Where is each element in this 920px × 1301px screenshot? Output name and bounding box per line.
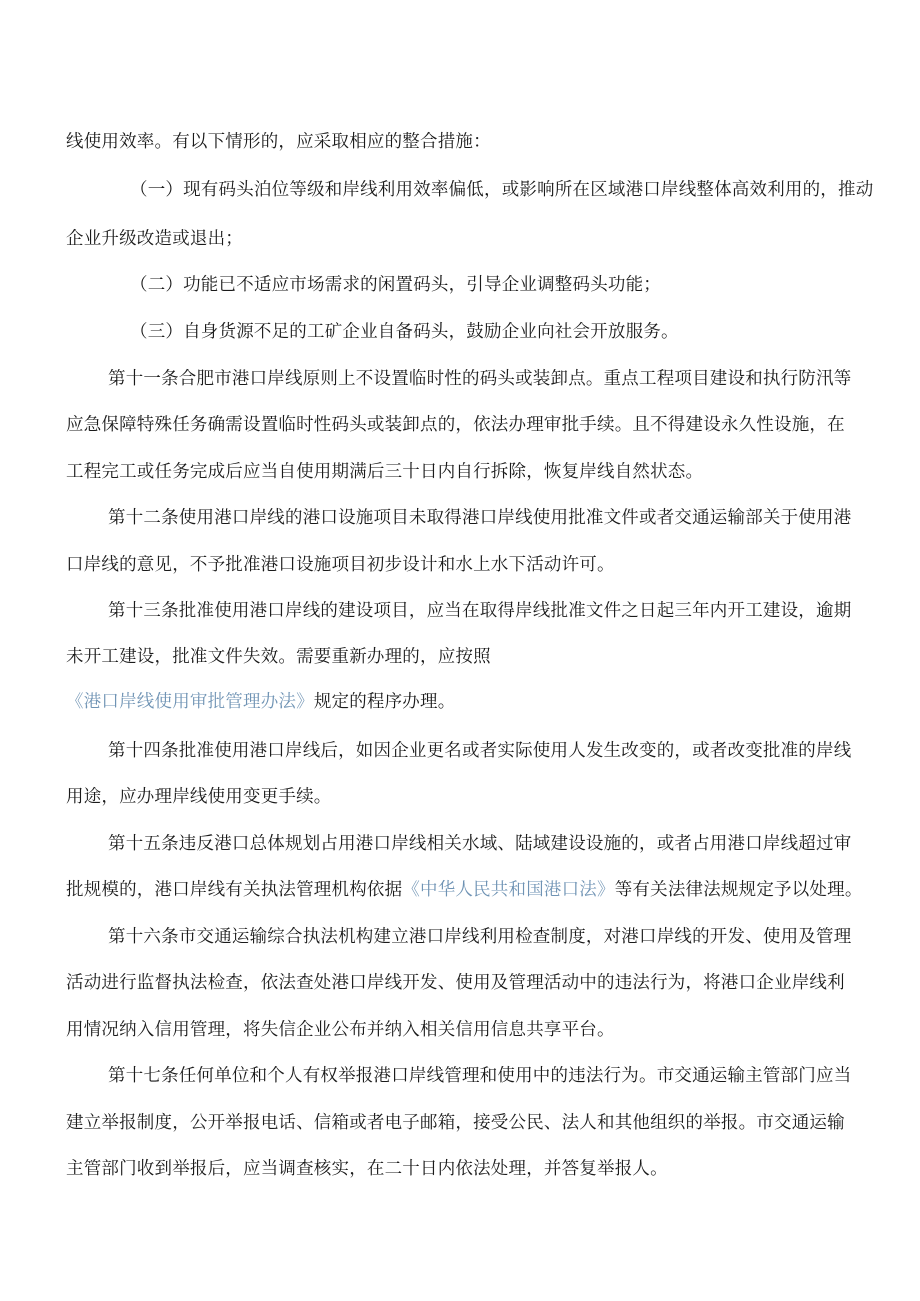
list-item-1: （一）现有码头泊位等级和岸线利用效率偏低，或影响所在区域港口岸线整体高效利用的，推动 [130, 180, 874, 200]
article-13-cont-1: 未开工建设，批准文件失效。需要重新办理的，应按照 [66, 647, 491, 667]
article-16-cont-1: 活动进行监督执法检查，依法查处港口岸线开发、使用及管理活动中的违法行为，将港口企业岸线利 [66, 973, 845, 993]
article-13-cont-2 [66, 690, 455, 714]
list-item-3: （三）自身货源不足的工矿企业自备码头，鼓励企业向社会开放服务。 [130, 322, 679, 342]
article-14-cont: 用途，应办理岸线使用变更手续。 [66, 787, 332, 807]
article-17: 第十七条任何单位和个人有权举报港口岸线管理和使用中的违法行为。市交通运输主管部门应当 [108, 1066, 852, 1086]
article-17-cont-2: 主管部门收到举报后，应当调查核实，在二十日内依法处理，并答复举报人。 [66, 1159, 668, 1179]
article-13: 第十三条批准使用港口岸线的建设项目，应当在取得岸线批准文件之日起三年内开工建设，逾期 [108, 601, 852, 621]
article-15-cont [66, 878, 863, 902]
article-15-post: 等有关法律法规规定予以处理。 [614, 880, 863, 900]
article-11-cont-1: 应急保障特殊任务确需设置临时性码头或装卸点的，依法办理审批手续。且不得建设永久性设施，在 [66, 415, 845, 435]
port-law-link[interactable]: 《中华人民共和国港口法》 [402, 880, 615, 900]
port-shoreline-approval-measures-link[interactable]: 《港口岸线使用审批管理办法》 [66, 692, 314, 712]
article-16-cont-2: 用情况纳入信用管理，将失信企业公布并纳入相关信用信息共享平台。 [66, 1020, 615, 1040]
article-15-pre: 批规模的，港口岸线有关执法管理机构依据 [66, 880, 403, 900]
list-item-1-cont: 企业升级改造或退出； [66, 229, 243, 249]
article-11: 第十一条合肥市港口岸线原则上不设置临时性的码头或装卸点。重点工程项目建设和执行防汛等 [108, 369, 852, 389]
article-16: 第十六条市交通运输综合执法机构建立港口岸线利用检查制度，对港口岸线的开发、使用及管理 [108, 927, 852, 947]
article-13-tail: 规定的程序办理。 [313, 692, 456, 712]
list-item-2: （二）功能已不适应市场需求的闲置码头，引导企业调整码头功能； [130, 275, 661, 295]
article-14: 第十四条批准使用港口岸线后，如因企业更名或者实际使用人发生改变的，或者改变批准的岸线 [108, 741, 852, 761]
article-11-cont-2: 工程完工或任务完成后应当自使用期满后三十日内自行拆除，恢复岸线自然状态。 [66, 462, 704, 482]
article-12: 第十二条使用港口岸线的港口设施项目未取得港口岸线使用批准文件或者交通运输部关于使用港 [108, 508, 852, 528]
article-12-cont: 口岸线的意见，不予批准港口设施项目初步设计和水上水下活动许可。 [66, 555, 615, 575]
article-17-cont-1: 建立举报制度，公开举报电话、信箱或者电子邮箱，接受公民、法人和其他组织的举报。市交通运输 [66, 1113, 845, 1133]
paragraph-line: 线使用效率。有以下情形的，应采取相应的整合措施： [66, 132, 491, 152]
article-15: 第十五条违反港口总体规划占用港口岸线相关水域、陆域建设设施的，或者占用港口岸线超过审 [108, 834, 852, 854]
